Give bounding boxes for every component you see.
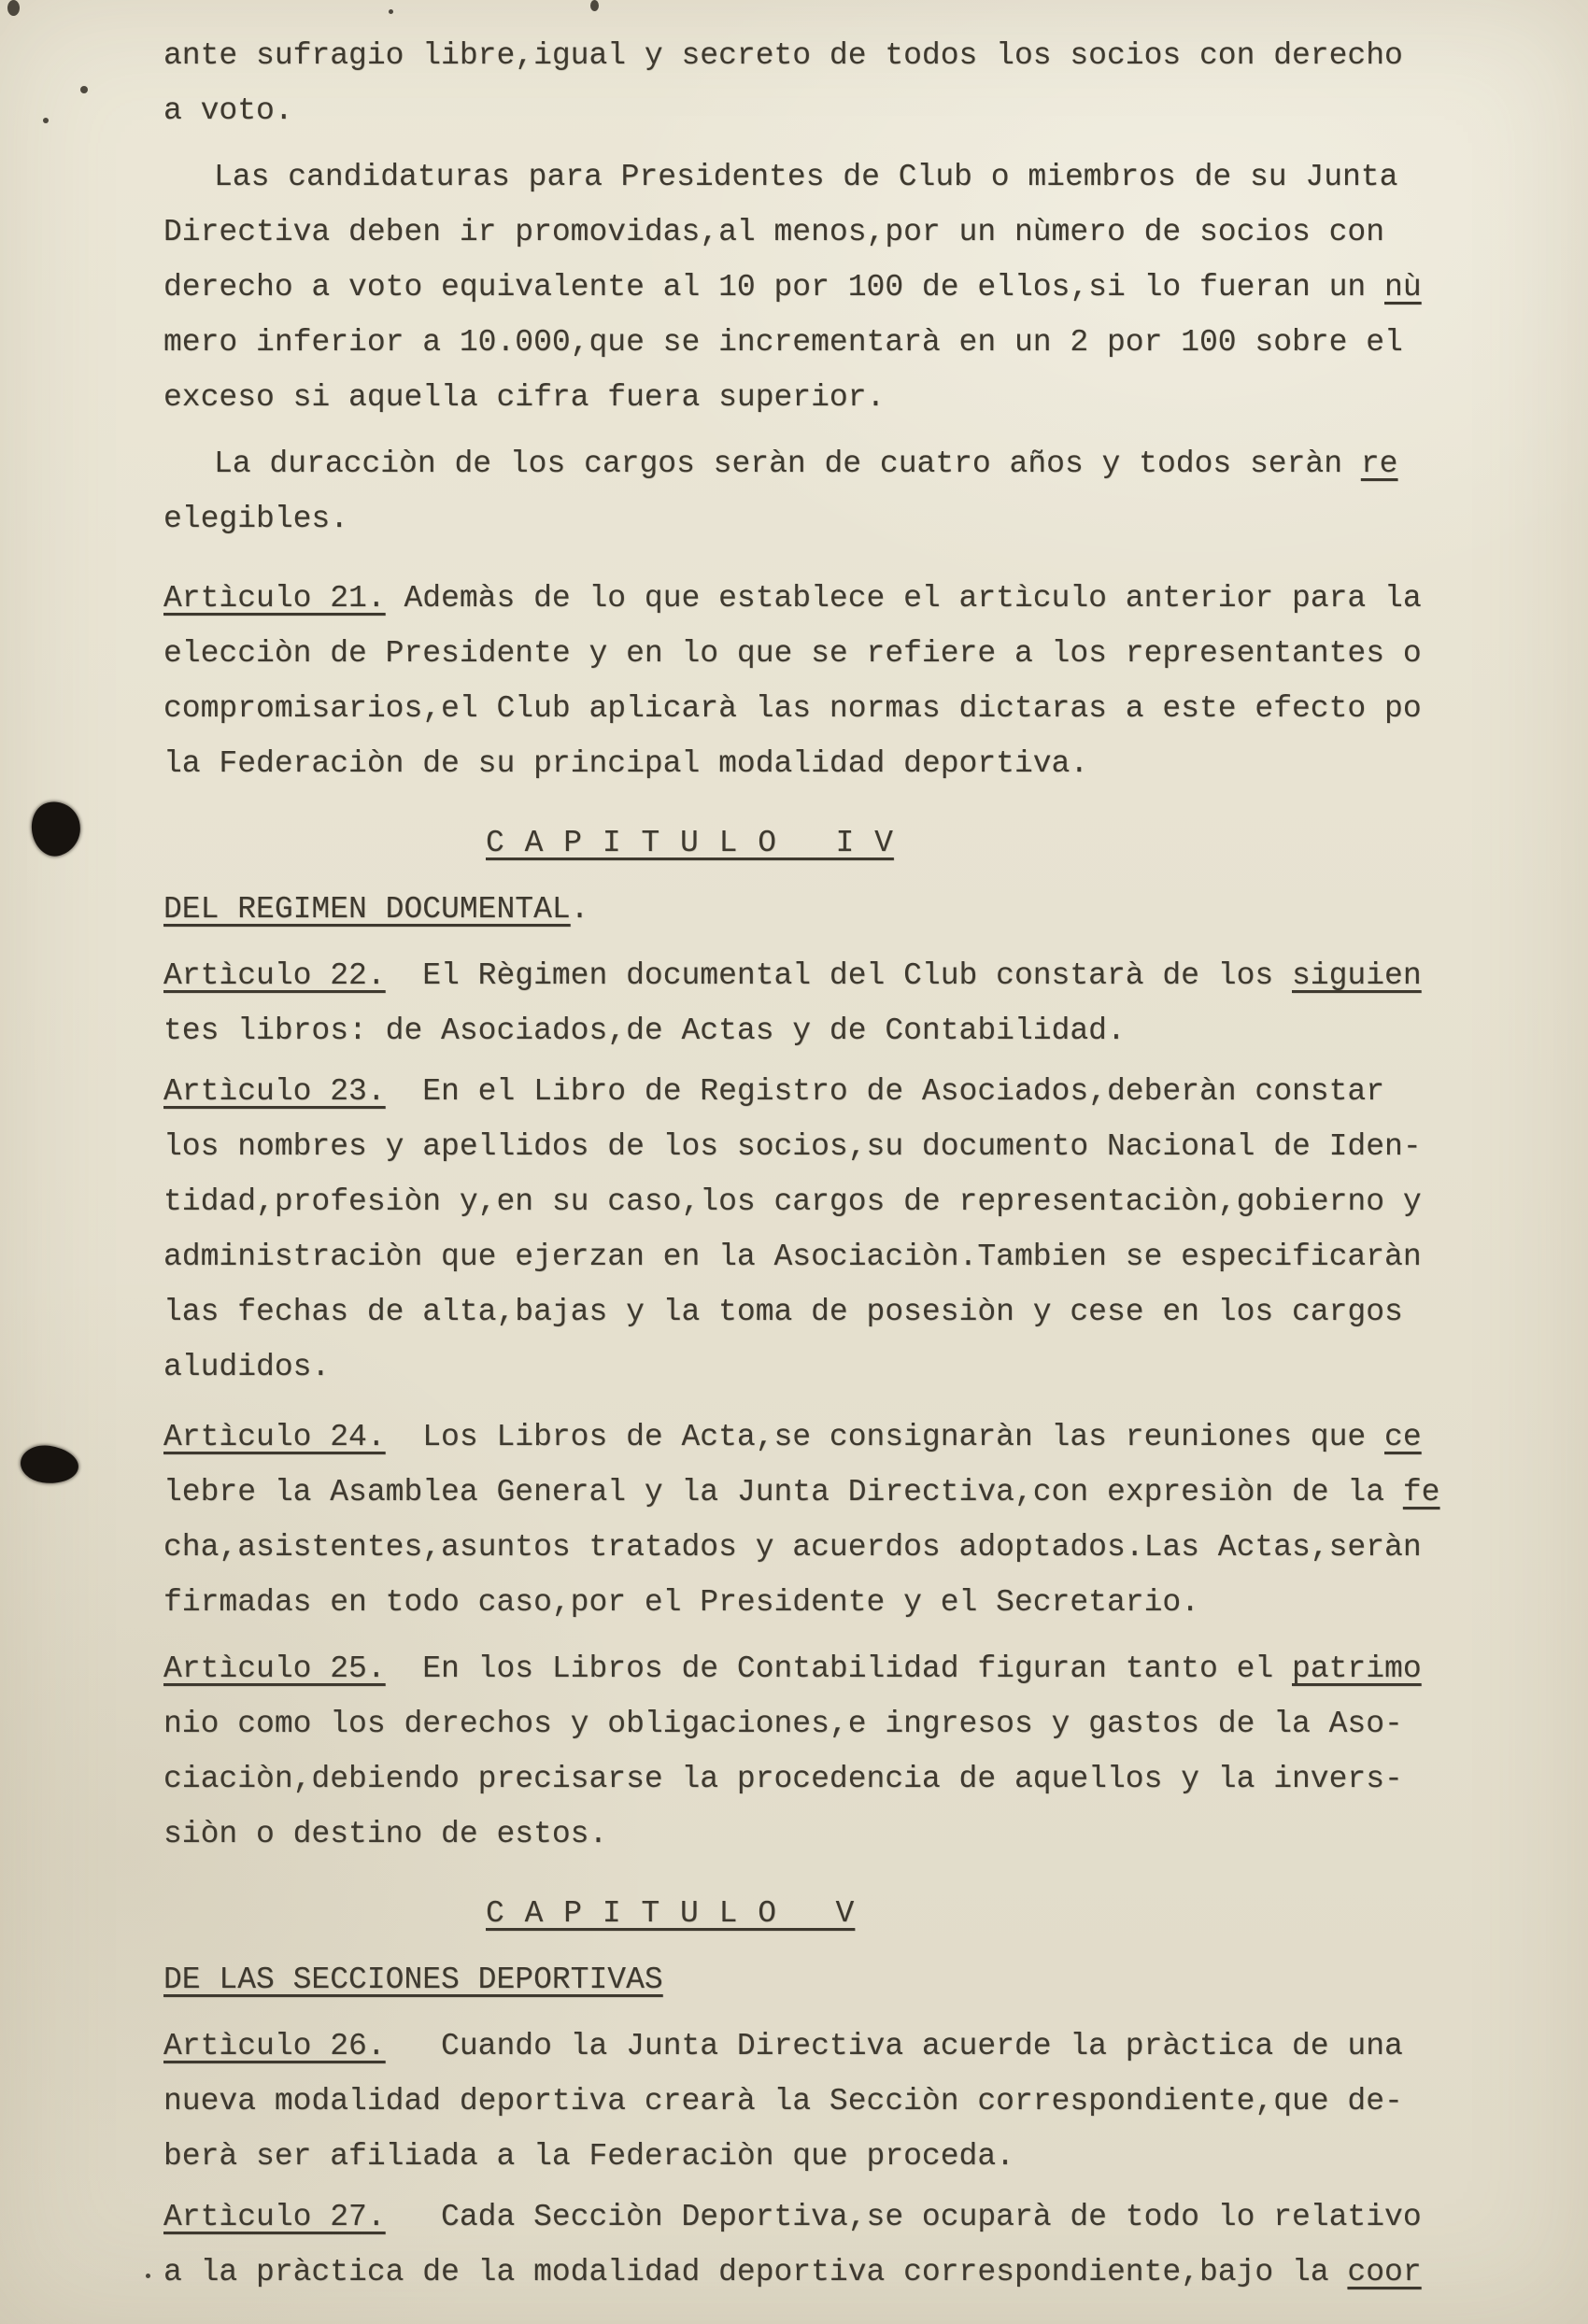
- underlined-text: Artìculo 21.: [163, 581, 386, 616]
- text-line: [163, 1751, 1478, 1807]
- text-line: [163, 1641, 1478, 1696]
- text-line: [163, 149, 1478, 205]
- text-run: a la pràctica de la modalidad deportiva correspondiente,bajo la: [163, 2255, 1348, 2289]
- text-run: nueva modalidad deportiva crearà la Secciòn correspondiente,que de-: [163, 2084, 1403, 2119]
- text-line: [163, 948, 1478, 1003]
- text-line: [163, 1575, 1478, 1630]
- article-21: [163, 571, 1478, 791]
- underlined-text: C A P I T U L O I V: [486, 826, 894, 860]
- text-line: [163, 2019, 1478, 2074]
- text-line: [163, 1410, 1478, 1465]
- text-line: [163, 83, 1478, 138]
- article-23: [163, 1064, 1478, 1395]
- text-line: [163, 1520, 1478, 1575]
- text-run: aludidos.: [163, 1350, 331, 1384]
- paragraph-candidaturas: [163, 149, 1478, 425]
- underlined-text: DE LAS SECCIONES DEPORTIVAS: [163, 1963, 663, 1997]
- underlined-text: Artìculo 27.: [163, 2200, 386, 2234]
- text-line: [163, 2074, 1478, 2129]
- text-line: [163, 315, 1478, 370]
- underlined-text: coor: [1347, 2255, 1422, 2289]
- underlined-text: fe: [1402, 1475, 1440, 1509]
- article-24: [163, 1410, 1478, 1630]
- text-run: La duracciòn de los cargos seràn de cuatro años y todos seràn: [214, 446, 1361, 481]
- text-run: tes libros: de Asociados,de Actas y de Contabilidad.: [163, 1013, 1126, 1048]
- text-line: [163, 882, 1478, 937]
- text-run: nio como los derechos y obligaciones,e ingresos y gastos de la Aso-: [163, 1707, 1403, 1741]
- text-run: administraciòn que ejerzan en la Asociaciòn.Tambien se especificaràn: [163, 1240, 1422, 1274]
- text-run: berà ser afiliada a la Federaciòn que proceda.: [163, 2139, 1014, 2174]
- text-line: [163, 1339, 1478, 1395]
- text-run: ciaciòn,debiendo precisarse la procedencia de aquellos y la invers-: [163, 1762, 1403, 1796]
- text-run: siòn o destino de estos.: [163, 1817, 608, 1851]
- text-line: [163, 1696, 1478, 1751]
- text-line: [163, 1886, 1478, 1941]
- text-line: [163, 1003, 1478, 1058]
- underlined-text: Artìculo 22.: [163, 958, 386, 993]
- text-run: En los Libros de Contabilidad figuran tanto el: [385, 1651, 1292, 1686]
- text-run: firmadas en todo caso,por el Presidente y el Secretario.: [163, 1585, 1199, 1620]
- text-run: Cuando la Junta Directiva acuerde la pràctica de una: [385, 2029, 1403, 2063]
- text-run: compromisarios,el Club aplicarà las normas dictaras a este efecto po: [163, 691, 1422, 726]
- text-run: Cada Secciòn Deportiva,se ocuparà de todo lo relativo: [385, 2200, 1422, 2234]
- text-line: [163, 28, 1478, 83]
- document-body: [163, 28, 1478, 2300]
- text-run: Directiva deben ir promovidas,al menos,por un nùmero de socios con: [163, 215, 1385, 249]
- text-line: [163, 626, 1478, 681]
- text-line: [163, 205, 1478, 260]
- text-run: En el Libro de Registro de Asociados,deberàn constar: [385, 1074, 1385, 1109]
- text-line: [163, 2245, 1478, 2300]
- text-line: [163, 2189, 1478, 2245]
- text-run: tidad,profesiòn y,en su caso,los cargos de representaciòn,gobierno y: [163, 1184, 1422, 1219]
- text-run: exceso si aquella cifra fuera superior.: [163, 380, 886, 415]
- chapter-heading-iv: [163, 815, 1478, 871]
- text-run: Las candidaturas para Presidentes de Club o miembros de su Junta: [214, 160, 1398, 194]
- text-run: Ademàs de lo que establece el artìculo anterior para la: [385, 581, 1422, 616]
- text-line: [163, 1807, 1478, 1862]
- text-run: la Federaciòn de su principal modalidad deportiva.: [163, 746, 1089, 781]
- text-line: [163, 681, 1478, 736]
- text-run: cha,asistentes,asuntos tratados y acuerdos adoptados.Las Actas,seràn: [163, 1530, 1422, 1565]
- text-line: [163, 1174, 1478, 1229]
- article-25: [163, 1641, 1478, 1862]
- text-line: [163, 260, 1478, 315]
- text-line: [163, 2129, 1478, 2184]
- text-line: [163, 815, 1478, 871]
- article-27: [163, 2189, 1478, 2300]
- chapter-heading-v: [163, 1886, 1478, 1941]
- section-heading-regimen-documental: [163, 882, 1478, 937]
- underlined-text: patrimo: [1292, 1651, 1422, 1686]
- text-run: las fechas de alta,bajas y la toma de posesiòn y cese en los cargos: [163, 1295, 1403, 1329]
- underlined-text: Artìculo 23.: [163, 1074, 386, 1109]
- text-run: a voto.: [163, 93, 293, 128]
- text-line: [163, 1229, 1478, 1284]
- text-line: [163, 436, 1478, 491]
- text-line: [163, 370, 1478, 425]
- underlined-text: ce: [1384, 1420, 1422, 1454]
- article-26: [163, 2019, 1478, 2184]
- text-line: [163, 571, 1478, 626]
- paragraph-sufragio: [163, 28, 1478, 138]
- text-line: [163, 1465, 1478, 1520]
- underlined-text: DEL REGIMEN DOCUMENTAL: [163, 892, 571, 927]
- underlined-text: Artìculo 24.: [163, 1420, 386, 1454]
- text-line: [163, 1119, 1478, 1174]
- text-run: derecho a voto equivalente al 10 por 100 de ellos,si lo fueran un: [163, 270, 1385, 305]
- text-line: [163, 491, 1478, 546]
- text-run: los nombres y apellidos de los socios,su documento Nacional de Iden-: [163, 1129, 1422, 1164]
- text-run: elegibles.: [163, 502, 349, 536]
- text-line: [163, 1284, 1478, 1339]
- article-22: [163, 948, 1478, 1058]
- underlined-text: siguien: [1292, 958, 1422, 993]
- text-run: elecciòn de Presidente y en lo que se refiere a los representantes o: [163, 636, 1422, 671]
- text-run: .: [570, 892, 589, 927]
- underlined-text: Artìculo 26.: [163, 2029, 386, 2063]
- text-run: ante sufragio libre,igual y secreto de todos los socios con derecho: [163, 38, 1403, 73]
- text-run: El Règimen documental del Club constarà de los: [385, 958, 1292, 993]
- text-run: lebre la Asamblea General y la Junta Directiva,con expresiòn de la: [163, 1475, 1403, 1509]
- text-line: [163, 1064, 1478, 1119]
- underlined-text: nù: [1384, 270, 1422, 305]
- underlined-text: re: [1360, 446, 1398, 481]
- text-run: mero inferior a 10.000,que se incrementarà en un 2 por 100 sobre el: [163, 325, 1403, 360]
- section-heading-secciones-deportivas: [163, 1952, 1478, 2007]
- text-run: Los Libros de Acta,se consignaràn las reuniones que: [385, 1420, 1385, 1454]
- text-line: [163, 736, 1478, 791]
- text-line: [163, 1952, 1478, 2007]
- paragraph-duracion-cargos: [163, 436, 1478, 546]
- underlined-text: Artìculo 25.: [163, 1651, 386, 1686]
- underlined-text: C A P I T U L O V: [486, 1896, 856, 1931]
